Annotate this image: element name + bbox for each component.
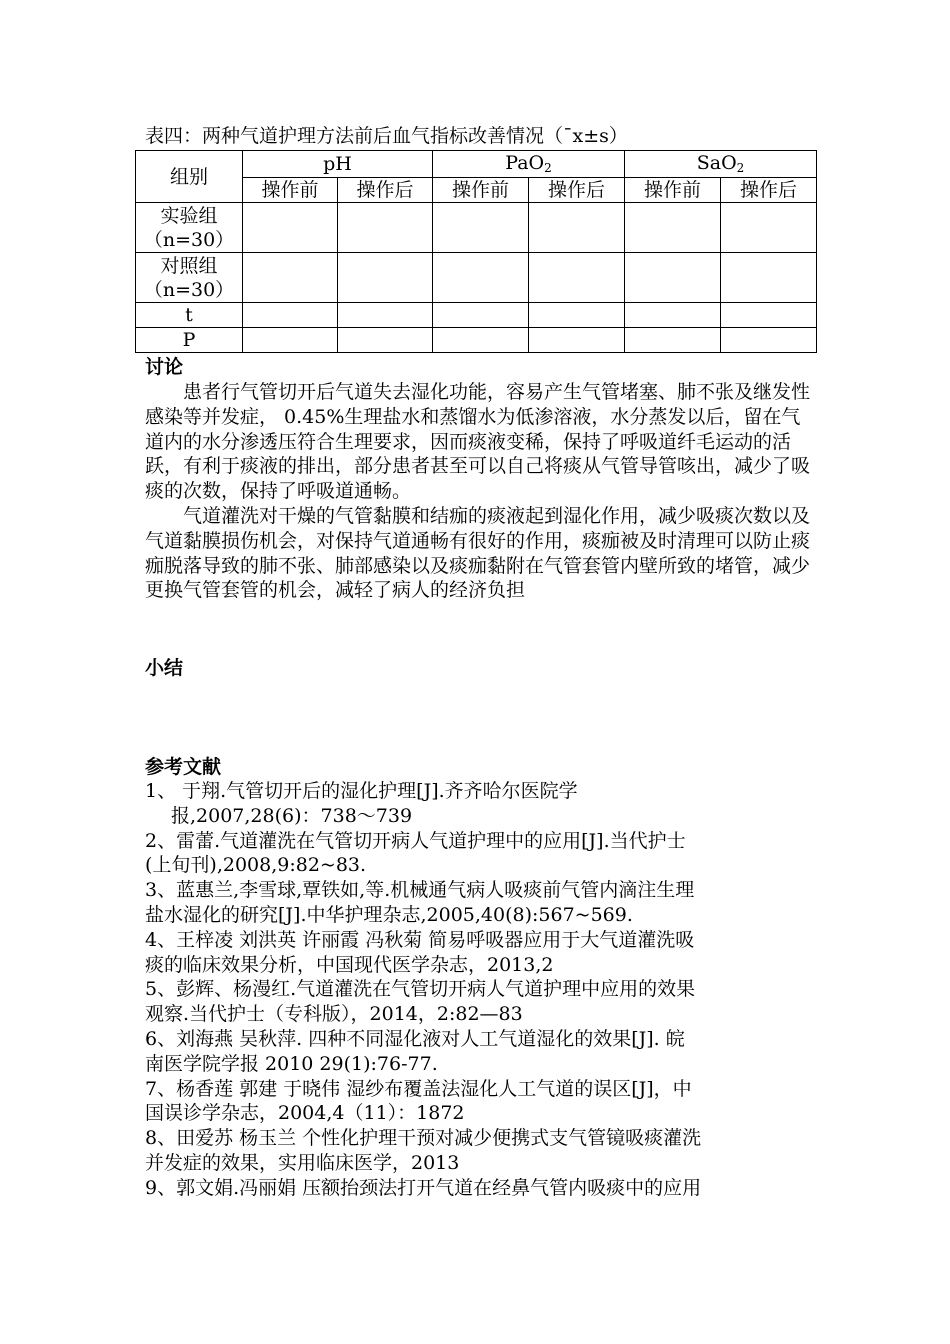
table-cell xyxy=(721,303,817,328)
row-label-cell: 实验组 （n=30） xyxy=(136,203,243,253)
table-cell xyxy=(243,328,338,353)
list-item: 4、王梓凌 刘洪英 许丽霞 冯秋菊 简易呼吸器应用于大气道灌洗吸 痰的临床效果分析，中国现代医学杂志，2013,2 xyxy=(145,928,695,976)
table-cell xyxy=(433,203,529,253)
table-cell xyxy=(625,253,721,303)
table-caption: 表四：两种气道护理方法前后血气指标改善情况（ˉx±s） xyxy=(145,125,628,147)
table-row xyxy=(136,253,817,303)
blood-gas-table xyxy=(135,150,817,353)
list-item: 8、田爱苏 杨玉兰 个性化护理干预对减少便携式支气管镜吸痰灌洗 并发症的效果，实用临床医学，2013 xyxy=(145,1127,702,1174)
table-cell xyxy=(433,253,529,303)
discussion-body xyxy=(145,380,810,603)
table-cell xyxy=(721,328,817,353)
reference-list xyxy=(145,779,810,1201)
table-row xyxy=(136,303,817,328)
table-cell xyxy=(338,253,433,303)
table-cell xyxy=(625,328,721,353)
table-cell xyxy=(625,203,721,253)
table-cell xyxy=(529,203,625,253)
list-item: 7、杨香莲 郭建 于晓伟 湿纱布覆盖法湿化人工气道的误区[J]，中 国误诊学杂志，2004,4（11）：1872 xyxy=(145,1077,692,1125)
table-cell xyxy=(338,328,433,353)
group-header-cell: 组别 xyxy=(136,151,243,203)
table-cell xyxy=(243,203,338,253)
ph-after-header: 操作后 xyxy=(338,178,433,203)
sao2-header-cell: SaO$_2$ xyxy=(625,151,817,178)
list-item: 3、蓝惠兰,李雪球,覃铁如,等.机械通气病人吸痰前气管内滴注生理 盐水湿化的研究[J].中华护理杂志,2005,40(8):567~569. xyxy=(145,879,695,926)
table-cell xyxy=(529,328,625,353)
list-item: 5、彭辉、杨漫红.气道灌洗在气管切开病人气道护理中应用的效果 观察.当代护士（专科版），2014，2:82—83 xyxy=(145,978,696,1026)
pao2-header-cell: PaO$_2$ xyxy=(433,151,625,178)
row-label-cell: P xyxy=(136,328,243,353)
list-item: 1、 于翔.气管切开后的湿化护理[J].齐齐哈尔医院学 报,2007,28(6)：738～739 xyxy=(145,780,578,827)
table-cell xyxy=(243,253,338,303)
sao2-before-header: 操作前 xyxy=(625,178,721,203)
table-cell xyxy=(243,303,338,328)
row-label-cell: t xyxy=(136,303,243,328)
summary-heading: 小结 xyxy=(145,657,184,679)
table-row xyxy=(136,203,817,253)
discussion-heading: 讨论 xyxy=(145,356,184,378)
sao2-after-header: 操作后 xyxy=(721,178,817,203)
table-cell xyxy=(433,328,529,353)
references-heading: 参考文献 xyxy=(145,756,222,778)
ph-header-cell: pH xyxy=(243,151,433,178)
discussion-paragraph-1: 患者行气管切开后气道失去湿化功能，容易产生气管堵塞、肺不张及继发性感染等并发症， 0.45%生理盐水和蒸馏水为低渗溶液，水分蒸发以后，留在气道内的水分渗透压符合生理要求，因而痰液变稀，保持了呼吸道纤毛运动的活跃，有利于痰液的排出，部分患者甚至可以自己将痰从气管导管咳出，减少了吸痰的次数，保持了呼吸道通畅。 xyxy=(145,381,811,503)
pao2-before-header: 操作前 xyxy=(433,178,529,203)
list-item: 6、刘海燕 吴秋萍. 四种不同湿化液对人工气道湿化的效果[J]. 皖 南医学院学报 2010 29(1):76-77. xyxy=(145,1027,685,1075)
table-cell xyxy=(529,253,625,303)
table-cell xyxy=(721,203,817,253)
list-item: 2、雷蕾.气道灌洗在气管切开病人气道护理中的应用[J].当代护士 (上旬刊),2008,9:82~83. xyxy=(145,829,686,877)
table-cell xyxy=(338,203,433,253)
table-cell xyxy=(529,303,625,328)
discussion-paragraph-2: 气道灌洗对干燥的气管黏膜和结痂的痰液起到湿化作用，减少吸痰次数以及气道黏膜损伤机会，对保持气道通畅有很好的作用，痰痂被及时清理可以防止痰痂脱落导致的肺不张、肺部感染以及痰痂黏附在气管套管内壁所致的堵管，减少更换气管套管的机会，减轻了病人的经济负担 xyxy=(145,504,811,602)
table-cell xyxy=(721,253,817,303)
table-cell xyxy=(433,303,529,328)
table-row xyxy=(136,328,817,353)
table-cell xyxy=(338,303,433,328)
list-item: 9、郭文娟.冯丽娟 压额抬颈法打开气道在经鼻气管内吸痰中的应用 xyxy=(145,1176,702,1199)
row-label-cell: 对照组 （n=30） xyxy=(136,253,243,303)
table-cell xyxy=(625,303,721,328)
ph-before-header: 操作前 xyxy=(243,178,338,203)
pao2-after-header: 操作后 xyxy=(529,178,625,203)
